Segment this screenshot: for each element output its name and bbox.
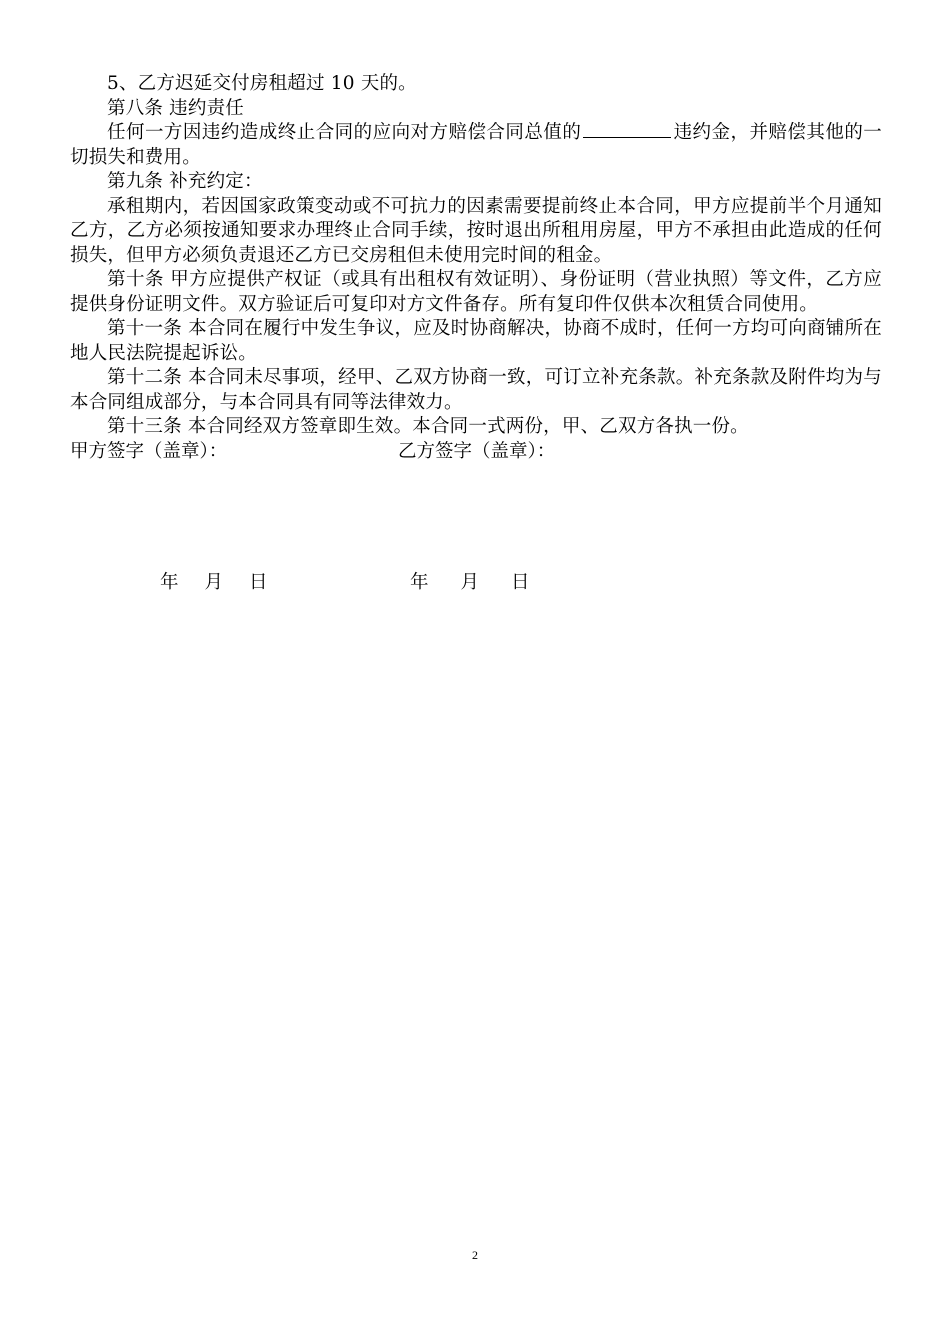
article-9-heading: 第九条 补充约定：	[107, 171, 263, 192]
article-13-text: 第十三条 本合同经双方签章即生效。本合同一式两份，甲、乙双方各执一份。	[107, 416, 749, 437]
party-b-day-label: 日	[511, 572, 530, 593]
article-9-text: 承租期内，若因国家政策变动或不可抗力的因素需要提前终止本合同，甲方应提前半个月通知乙方，乙方必须按通知要求办理终止合同手续，按时退出所租用房屋，甲方不承担由此造成的任何损失，但甲方必须负责退还乙方已交房租但未使用完时间的租金。	[70, 195, 882, 266]
party-a-month-label: 月	[204, 572, 224, 593]
page-number: 2	[472, 1248, 478, 1262]
clause-item-5: 5、乙方迟延交付房租超过 10 天的。	[107, 73, 417, 94]
party-a-date	[160, 571, 268, 595]
article-8-text	[70, 121, 882, 170]
party-b-month-label: 月	[460, 572, 480, 593]
article-10-text: 第十条 甲方应提供产权证（或具有出租权有效证明）、身份证明（营业执照）等文件，乙方应提供身份证明文件。双方验证后可复印对方文件备存。所有复印件仅供本次租赁合同使用。	[70, 269, 882, 315]
party-a-year-label: 年	[160, 572, 179, 593]
party-a-signature-label: 甲方签字（盖章）：	[70, 440, 228, 462]
signature-row	[70, 440, 882, 465]
party-a-day-label: 日	[249, 572, 268, 593]
article-8-text-part1: 任何一方因违约造成终止合同的应向对方赔偿合同总值的	[107, 122, 582, 143]
contract-body	[70, 72, 882, 464]
article-8-heading: 第八条 违约责任	[107, 97, 244, 119]
penalty-rate-blank[interactable]	[583, 122, 671, 138]
party-b-date	[410, 571, 530, 595]
article-12-text: 第十二条 本合同未尽事项，经甲、乙双方协商一致，可订立补充条款。补充条款及附件均为与本合同组成部分，与本合同具有同等法律效力。	[70, 367, 882, 413]
party-b-year-label: 年	[410, 572, 429, 593]
party-b-signature-label: 乙方签字（盖章）：	[398, 440, 556, 462]
article-11-text: 第十一条 本合同在履行中发生争议，应及时协商解决，协商不成时，任何一方均可向商铺所在地人民法院提起诉讼。	[70, 318, 882, 364]
article-8-text-part2: 违约金，并赔偿其他的一切损失和费用。	[70, 122, 882, 168]
